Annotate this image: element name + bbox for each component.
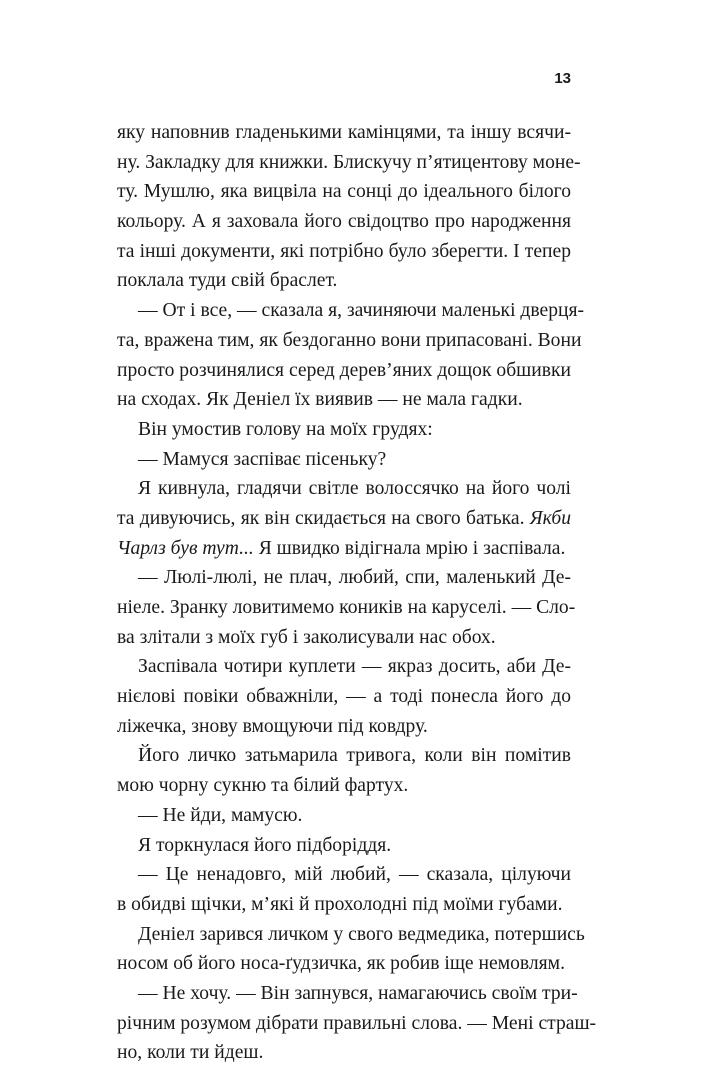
text-line [117,415,571,445]
text-segment: та інші документи, які потрібно було зберегти. І тепер [117,240,571,262]
text-segment: — Люлі-люлі, не плач, любий, спи, маленький Де- [138,567,571,589]
text-segment: Я швидко відігнала мрію і заспівала. [253,537,566,559]
text-line [117,712,571,742]
text-segment: — Не хочу. — Він запнувся, намагаючись своїм три- [138,982,578,1004]
text-line [117,118,571,148]
text-line [117,237,571,267]
text-segment: ту. Мушлю, яка вицвіла на сонці до ідеального білого [117,181,571,203]
page-number: 13 [554,70,571,87]
text-line [117,831,571,861]
text-line [117,593,576,623]
text-segment: Я кивнула, гладячи світле волоссячко на його чолі [138,478,571,500]
text-line [117,177,571,207]
text-segment: ну. Закладку для книжки. Блискучу п’ятицентову моне- [117,151,581,173]
text-line [117,356,571,386]
text-segment: — От і все, — сказала я, зачиняючи маленькі дверця- [138,300,585,322]
text-line [117,801,571,831]
text-line [117,534,571,564]
text-segment: ніеле. Зранку ловитимемо коників на каруселі. — Сло- [117,597,576,618]
text-line [117,1009,597,1039]
text-segment: мою чорну сукню та білий фартух. [117,775,409,797]
text-segment: Деніел зарився личком у свого ведмедика, потершись [138,923,585,945]
text-line [117,266,571,296]
text-segment: Він умостив голову на моїх грудях: [138,418,433,440]
text-line [117,445,571,475]
text-segment: на сходах. Як Деніел їх виявив — не мала гадки. [117,389,523,411]
text-segment: річним розумом дібрати правильні слова. — Мені страш- [117,1012,597,1034]
text-segment: кольору. А я заховала його свідоцтво про народження [117,211,571,233]
text-segment: просто розчинялися серед дерев’яних дощок обшивки [117,359,571,381]
text-line [117,949,571,979]
text-line [117,296,585,326]
text-segment: та, вражена тим, як бездоганно вони припасовані. Вони [117,329,582,351]
text-line [117,682,571,712]
text-line [117,890,571,920]
text-line [117,385,571,415]
text-line [117,504,571,534]
text-segment: ліжечка, знову вмощуючи під ковдру. [117,715,428,737]
text-line [117,920,585,950]
text-line [117,326,582,356]
text-segment: — Це ненадовго, мій любий, — сказала, цілуючи [138,864,571,886]
text-segment: поклала туди свій браслет. [117,270,338,292]
text-segment: — Мамуся заспіває пісеньку? [138,448,387,470]
text-line [117,207,571,237]
text-segment: носом об його носа-ґудзичка, як робив іще немовлям. [117,953,565,975]
text-line [117,1038,571,1068]
text-line [117,474,571,504]
text-line [117,979,578,1009]
text-line [117,741,571,771]
text-segment: Його личко затьмарила тривога, коли він помітив [138,745,571,767]
text-line [117,860,571,890]
text-segment: яку наповнив гладенькими камінцями, та іншу всячи- [117,122,571,143]
text-line [117,771,571,801]
text-segment: нієлові повіки обважніли, — а тоді понесла його до [117,686,571,708]
text-segment: — Не йди, мамусю. [138,804,303,826]
text-segment: та дивуючись, як він скидається на свого батька. [117,507,530,529]
text-segment: Я торкнулася його підборіддя. [138,834,392,856]
italic-text: Якби [529,507,571,529]
text-line [117,563,571,593]
body-text [117,118,597,1068]
italic-text: Чарлз був тут... [117,537,254,559]
text-line [117,148,581,178]
text-line [117,652,571,682]
text-segment: в обидві щічки, м’які й прохолодні під моїми губами. [117,893,563,915]
text-segment: но, коли ти йдеш. [117,1042,264,1064]
text-line [117,623,571,653]
text-segment: ва злітали з моїх губ і заколисували нас обох. [117,626,496,648]
text-segment: Заспівала чотири куплети — якраз досить, аби Де- [138,656,571,678]
